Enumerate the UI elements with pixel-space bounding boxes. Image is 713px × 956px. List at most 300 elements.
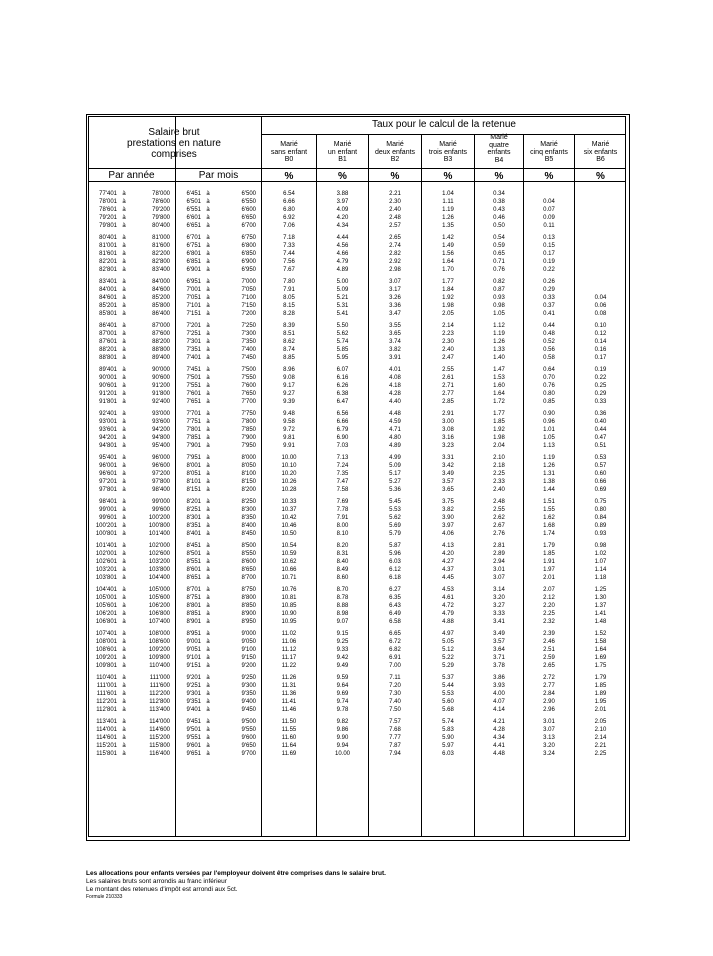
rate-b5-cell: 1.97 — [543, 567, 555, 573]
rate-b4-cell: 2.10 — [493, 455, 505, 461]
rate-b3-cell: 3.23 — [442, 443, 454, 449]
table-row — [86, 258, 626, 266]
month-sep-cell: à — [206, 499, 210, 505]
year-from-cell: 108'001 — [95, 639, 117, 645]
year-from-cell: 96'001 — [99, 463, 117, 469]
year-from-cell: 88'801 — [99, 355, 117, 361]
rate-b3-cell: 1.04 — [442, 191, 454, 197]
rate-b4-cell: 0.59 — [493, 243, 505, 249]
year-sep-cell: à — [122, 399, 126, 405]
rate-b3-cell: 2.14 — [442, 323, 454, 329]
month-from-cell: 7'651 — [186, 399, 201, 405]
rate-b6-cell: 1.37 — [594, 603, 607, 609]
rate-b1-cell: 8.31 — [336, 551, 349, 557]
rate-b4-cell: 1.05 — [493, 311, 505, 317]
month-from-cell: 6'451 — [186, 191, 201, 197]
table-row — [86, 462, 626, 470]
rate-b5-cell: 2.77 — [543, 683, 555, 689]
year-to-cell: 104'400 — [148, 575, 170, 581]
rate-b5-cell: 2.32 — [543, 619, 555, 625]
rate-b1-cell: 9.82 — [336, 719, 349, 725]
rate-b6-cell: 2.25 — [594, 751, 607, 757]
year-to-cell: 116'400 — [149, 751, 170, 757]
month-sep-cell: à — [206, 215, 210, 221]
rate-b0-cell: 7.33 — [283, 243, 295, 249]
table-row — [86, 346, 626, 354]
month-from-cell: 9'601 — [186, 743, 201, 749]
year-from-cell: 91'801 — [99, 399, 117, 405]
month-from-cell: 8'501 — [186, 551, 201, 557]
rate-b3-cell: 2.30 — [442, 339, 454, 345]
rate-b5-cell: 2.12 — [543, 595, 555, 601]
year-sep-cell: à — [122, 719, 126, 725]
month-to-cell: 7'900 — [241, 435, 256, 441]
rate-b3-cell: 2.77 — [442, 391, 454, 397]
rate-b4-cell: 0.76 — [493, 267, 505, 273]
per-month-header: Par mois — [198, 170, 239, 181]
rate-b3-cell: 4.20 — [442, 551, 454, 557]
year-to-cell: 90'000 — [152, 367, 170, 373]
month-to-cell: 8'900 — [241, 611, 256, 617]
year-to-cell: 93'000 — [152, 411, 170, 417]
year-sep-cell: à — [122, 463, 126, 469]
rate-b4-cell: 4.41 — [493, 743, 505, 749]
rate-b0-cell: 10.00 — [281, 455, 297, 461]
rate-b5-cell: 0.90 — [543, 411, 555, 417]
year-sep-cell: à — [122, 543, 126, 549]
rate-b2-cell: 6.12 — [389, 567, 401, 573]
rate-b0-cell: 8.39 — [283, 323, 295, 329]
month-sep-cell: à — [206, 235, 210, 241]
year-sep-cell: à — [122, 331, 126, 337]
month-sep-cell: à — [206, 743, 210, 749]
month-from-cell: 9'051 — [186, 647, 201, 653]
table-row — [86, 630, 626, 638]
table-row — [86, 434, 626, 442]
rate-b2-cell: 2.21 — [389, 191, 401, 197]
rate-b1-cell: 9.59 — [336, 675, 349, 681]
rate-b6-cell: 1.14 — [594, 567, 607, 573]
year-to-cell: 88'800 — [152, 347, 170, 353]
year-sep-cell: à — [122, 295, 126, 301]
month-to-cell: 8'550 — [241, 551, 256, 557]
year-from-cell: 87'601 — [99, 339, 117, 345]
rate-b5-cell: 0.56 — [543, 347, 555, 353]
rate-b1-cell: 9.74 — [336, 699, 349, 705]
month-sep-cell: à — [206, 479, 210, 485]
year-sep-cell: à — [122, 411, 126, 417]
month-from-cell: 7'501 — [186, 375, 201, 381]
rate-b4-cell: 0.87 — [493, 287, 505, 293]
rate-b1-cell: 9.15 — [336, 631, 349, 637]
month-sep-cell: à — [206, 487, 210, 493]
rate-b2-cell: 6.03 — [389, 559, 401, 565]
table-row — [86, 206, 626, 214]
rate-b4-cell: 1.19 — [493, 331, 505, 337]
year-from-cell: 105'601 — [95, 603, 117, 609]
year-from-cell: 85'201 — [99, 303, 117, 309]
rate-b4-cell: 2.81 — [493, 543, 505, 549]
rate-b2-cell: 7.77 — [389, 735, 401, 741]
month-from-cell: 8'351 — [186, 523, 201, 529]
rate-b4-cell: 2.40 — [493, 487, 505, 493]
rate-b4-cell: 2.76 — [493, 531, 505, 537]
year-sep-cell: à — [122, 367, 126, 373]
unit-b2: % — [390, 171, 400, 182]
rate-b4-cell: 3.64 — [493, 647, 505, 653]
note-rounding-salary: Les salaires bruts sont arrondis au franc inférieur — [86, 878, 227, 885]
rate-b6-cell: 1.25 — [594, 587, 607, 593]
rate-b3-cell: 5.83 — [442, 727, 454, 733]
month-to-cell: 8'400 — [241, 523, 256, 529]
rate-b0-cell: 8.28 — [283, 311, 295, 317]
rate-b0-cell: 9.58 — [283, 419, 295, 425]
table-row — [86, 250, 626, 258]
month-from-cell: 7'351 — [186, 347, 201, 353]
rate-b3-cell: 2.23 — [442, 331, 454, 337]
year-to-cell: 115'800 — [149, 743, 170, 749]
month-to-cell: 9'250 — [241, 675, 256, 681]
year-sep-cell: à — [122, 391, 126, 397]
rate-b4-cell: 0.71 — [493, 259, 505, 265]
rate-b1-cell: 7.35 — [336, 471, 349, 477]
rate-b4-cell: 1.92 — [493, 427, 505, 433]
rate-b4-cell: 2.48 — [493, 499, 505, 505]
rate-b1-cell: 4.66 — [336, 251, 349, 257]
table-row — [86, 734, 626, 742]
month-to-cell: 7'100 — [241, 295, 256, 301]
year-from-cell: 84'601 — [99, 295, 117, 301]
table-row — [86, 726, 626, 734]
month-to-cell: 6'750 — [241, 235, 256, 241]
rate-b3-cell: 2.47 — [442, 355, 454, 361]
month-to-cell: 8'000 — [241, 455, 256, 461]
month-to-cell: 8'200 — [241, 487, 256, 493]
rate-b0-cell: 10.33 — [281, 499, 297, 505]
year-from-cell: 79'201 — [99, 215, 117, 221]
month-sep-cell: à — [206, 331, 210, 337]
month-to-cell: 7'600 — [241, 383, 256, 389]
year-to-cell: 101'400 — [148, 531, 170, 537]
table-row — [86, 198, 626, 206]
table-row — [86, 662, 626, 670]
rate-b2-cell: 6.18 — [389, 575, 401, 581]
month-to-cell: 6'950 — [241, 267, 256, 273]
year-to-cell: 112'800 — [149, 699, 170, 705]
rate-b3-cell: 3.75 — [442, 499, 454, 505]
rate-b2-cell: 2.48 — [389, 215, 401, 221]
note-rounding-tax: Le montant des retenues d'impôt est arrondi aux 5ct. — [86, 886, 238, 893]
rate-b5-cell: 0.70 — [543, 375, 555, 381]
year-sep-cell: à — [122, 311, 126, 317]
rate-b1-cell: 5.00 — [336, 279, 349, 285]
month-sep-cell: à — [206, 311, 210, 317]
rate-b0-cell: 7.18 — [283, 235, 295, 241]
month-to-cell: 7'950 — [241, 443, 256, 449]
rate-b4-cell: 1.98 — [493, 435, 505, 441]
rate-b3-cell: 1.42 — [442, 235, 454, 241]
rate-b0-cell: 7.44 — [283, 251, 295, 257]
rate-b6-cell: 1.64 — [594, 647, 607, 653]
unit-b4: % — [494, 171, 504, 182]
year-from-cell: 83'401 — [99, 279, 117, 285]
month-sep-cell: à — [206, 551, 210, 557]
month-sep-cell: à — [206, 707, 210, 713]
year-to-cell: 96'000 — [152, 455, 170, 461]
year-to-cell: 87'600 — [152, 331, 170, 337]
rate-b0-cell: 11.55 — [281, 727, 297, 733]
month-to-cell: 8'350 — [241, 515, 256, 521]
table-row — [86, 418, 626, 426]
rate-b6-cell: 1.69 — [594, 655, 607, 661]
year-sep-cell: à — [122, 691, 126, 697]
table-row — [86, 690, 626, 698]
year-from-cell: 81'001 — [99, 243, 117, 249]
rate-b0-cell: 9.91 — [283, 443, 295, 449]
rate-b1-cell: 8.10 — [336, 531, 349, 537]
rate-b0-cell: 10.50 — [281, 531, 297, 537]
year-sep-cell: à — [122, 603, 126, 609]
year-from-cell: 85'801 — [99, 311, 117, 317]
rate-b4-cell: 3.49 — [493, 631, 505, 637]
rate-b3-cell: 2.05 — [442, 311, 454, 317]
month-sep-cell: à — [206, 287, 210, 293]
year-to-cell: 85'800 — [152, 303, 170, 309]
rate-b5-cell: 1.13 — [543, 443, 555, 449]
rate-b4-cell: 1.64 — [493, 391, 505, 397]
table-row — [86, 390, 626, 398]
month-to-cell: 7'000 — [241, 279, 256, 285]
rate-b1-cell: 7.58 — [336, 487, 349, 493]
rate-b4-cell: 0.34 — [493, 191, 505, 197]
rate-b2-cell: 2.74 — [389, 243, 401, 249]
year-from-cell: 113'401 — [96, 719, 117, 725]
rate-b0-cell: 9.17 — [283, 383, 295, 389]
rate-b1-cell: 4.20 — [336, 215, 349, 221]
month-to-cell: 9'100 — [241, 647, 256, 653]
rate-b2-cell: 3.47 — [389, 311, 401, 317]
month-to-cell: 7'650 — [241, 391, 256, 397]
month-to-cell: 6'600 — [241, 207, 256, 213]
rate-b4-cell: 2.25 — [493, 471, 505, 477]
year-to-cell: 86'400 — [152, 311, 170, 317]
year-sep-cell: à — [122, 647, 126, 653]
rate-b4-cell: 2.94 — [493, 559, 505, 565]
year-from-cell: 78'001 — [99, 199, 117, 205]
rate-b0-cell: 10.42 — [281, 515, 297, 521]
rate-b4-cell: 2.33 — [493, 479, 505, 485]
year-sep-cell: à — [122, 655, 126, 661]
col-header-b0: Marié sans enfant B0 — [270, 141, 308, 163]
rate-b1-cell: 7.03 — [336, 443, 349, 449]
rate-b5-cell: 2.46 — [543, 639, 555, 645]
table-row — [86, 594, 626, 602]
rate-b2-cell: 5.62 — [389, 515, 401, 521]
month-from-cell: 8'551 — [186, 559, 201, 565]
month-to-cell: 7'450 — [241, 355, 256, 361]
year-sep-cell: à — [122, 199, 126, 205]
year-sep-cell: à — [122, 515, 126, 521]
month-to-cell: 9'550 — [241, 727, 256, 733]
year-from-cell: 78'601 — [99, 207, 117, 213]
month-sep-cell: à — [206, 367, 210, 373]
rate-b4-cell: 2.62 — [493, 515, 505, 521]
rate-b4-cell: 1.60 — [493, 383, 505, 389]
rate-b4-cell: 3.01 — [493, 567, 505, 573]
rate-b0-cell: 9.08 — [283, 375, 295, 381]
rate-b0-cell: 11.22 — [281, 663, 297, 669]
year-to-cell: 105'600 — [148, 595, 170, 601]
year-from-cell: 115'801 — [96, 751, 117, 757]
month-from-cell: 7'551 — [186, 383, 201, 389]
rate-b5-cell: 1.51 — [543, 499, 555, 505]
table-row — [86, 602, 626, 610]
rate-b0-cell: 11.64 — [281, 743, 297, 749]
year-sep-cell: à — [122, 595, 126, 601]
rate-b6-cell: 0.75 — [594, 499, 607, 505]
rate-b4-cell: 0.98 — [493, 303, 505, 309]
year-sep-cell: à — [122, 207, 126, 213]
year-sep-cell: à — [122, 443, 126, 449]
rate-b2-cell: 2.98 — [389, 267, 401, 273]
rate-b3-cell: 3.57 — [442, 479, 454, 485]
year-from-cell: 114'601 — [96, 735, 117, 741]
rate-b4-cell: 1.33 — [493, 347, 505, 353]
month-from-cell: 7'151 — [186, 311, 201, 317]
rate-b0-cell: 11.26 — [281, 675, 297, 681]
rate-b3-cell: 3.97 — [442, 523, 454, 529]
rate-b0-cell: 10.81 — [281, 595, 297, 601]
year-from-cell: 112'801 — [96, 707, 117, 713]
year-to-cell: 85'200 — [152, 295, 170, 301]
month-from-cell: 8'651 — [186, 575, 201, 581]
rate-b0-cell: 11.60 — [281, 735, 297, 741]
per-year-header: Par année — [108, 170, 155, 181]
month-sep-cell: à — [206, 223, 210, 229]
year-from-cell: 97'201 — [99, 479, 117, 485]
year-sep-cell: à — [122, 191, 126, 197]
month-to-cell: 7'200 — [241, 311, 256, 317]
table-row — [86, 382, 626, 390]
rate-b2-cell: 2.40 — [389, 207, 401, 213]
rate-b3-cell: 4.37 — [442, 567, 454, 573]
rate-b1-cell: 9.69 — [336, 691, 349, 697]
year-to-cell: 109'800 — [148, 655, 170, 661]
month-sep-cell: à — [206, 303, 210, 309]
month-sep-cell: à — [206, 575, 210, 581]
rate-b6-cell: 0.06 — [594, 303, 607, 309]
rate-b6-cell: 1.52 — [594, 631, 607, 637]
year-from-cell: 93'001 — [99, 419, 117, 425]
rate-b6-cell: 0.53 — [594, 455, 607, 461]
rate-b3-cell: 1.77 — [442, 279, 454, 285]
month-sep-cell: à — [206, 611, 210, 617]
rate-b0-cell: 11.41 — [281, 699, 297, 705]
rate-b0-cell: 10.37 — [281, 507, 297, 513]
unit-b3: % — [443, 171, 453, 182]
rate-b2-cell: 4.08 — [389, 375, 401, 381]
rate-b3-cell: 5.12 — [442, 647, 454, 653]
rate-b1-cell: 6.79 — [336, 427, 349, 433]
rate-b6-cell: 1.79 — [594, 675, 607, 681]
rate-b4-cell: 1.12 — [493, 323, 505, 329]
rate-b1-cell: 3.88 — [336, 191, 349, 197]
rate-b5-cell: 0.13 — [543, 235, 555, 241]
col-header-b6: Marié six enfants B6 — [583, 141, 618, 163]
month-from-cell: 9'151 — [186, 663, 201, 669]
year-from-cell: 100'801 — [95, 531, 117, 537]
year-from-cell: 80'401 — [99, 235, 117, 241]
rate-b5-cell: 1.38 — [543, 479, 555, 485]
year-sep-cell: à — [122, 735, 126, 741]
month-from-cell: 7'401 — [186, 355, 201, 361]
rate-b1-cell: 9.42 — [336, 655, 349, 661]
rate-b1-cell: 5.50 — [336, 323, 349, 329]
month-to-cell: 7'350 — [241, 339, 256, 345]
year-to-cell: 92'400 — [152, 399, 170, 405]
month-to-cell: 7'150 — [241, 303, 256, 309]
col-header-b2: Marié deux enfants B2 — [374, 141, 416, 163]
year-sep-cell: à — [122, 235, 126, 241]
rate-b6-cell: 1.48 — [594, 619, 607, 625]
rate-b5-cell: 0.07 — [543, 207, 555, 213]
rate-b6-cell: 1.85 — [594, 683, 607, 689]
rate-b5-cell: 1.44 — [543, 487, 555, 493]
rate-b3-cell: 2.85 — [442, 399, 454, 405]
month-from-cell: 8'951 — [186, 631, 201, 637]
table-row — [86, 646, 626, 654]
rate-b2-cell: 3.55 — [389, 323, 401, 329]
year-to-cell: 106'800 — [148, 611, 170, 617]
rate-b1-cell: 8.78 — [336, 595, 349, 601]
rate-b5-cell: 1.74 — [543, 531, 555, 537]
month-sep-cell: à — [206, 587, 210, 593]
month-to-cell: 9'050 — [241, 639, 256, 645]
table-row — [86, 718, 626, 726]
rate-b4-cell: 2.55 — [493, 507, 505, 513]
month-to-cell: 9'500 — [241, 719, 256, 725]
table-row — [86, 302, 626, 310]
rate-b6-cell: 2.21 — [594, 743, 607, 749]
rate-b0-cell: 8.85 — [283, 355, 295, 361]
year-from-cell: 103'201 — [95, 567, 117, 573]
rate-b6-cell: 2.05 — [594, 719, 607, 725]
rate-b4-cell: 1.26 — [493, 339, 505, 345]
rate-b4-cell: 3.93 — [493, 683, 505, 689]
table-row — [86, 266, 626, 274]
month-from-cell: 6'651 — [186, 223, 201, 229]
month-to-cell: 8'950 — [241, 619, 256, 625]
rate-b5-cell: 3.07 — [543, 727, 555, 733]
month-from-cell: 9'101 — [186, 655, 201, 661]
rate-b1-cell: 6.47 — [336, 399, 349, 405]
year-to-cell: 84'600 — [152, 287, 170, 293]
rate-b1-cell: 9.94 — [336, 743, 349, 749]
rate-b5-cell: 2.90 — [543, 699, 555, 705]
year-from-cell: 88'201 — [99, 347, 117, 353]
rate-b6-cell: 0.33 — [594, 399, 607, 405]
rate-b5-cell: 0.22 — [543, 267, 555, 273]
month-to-cell: 7'300 — [241, 331, 256, 337]
table-row — [86, 682, 626, 690]
rate-b2-cell: 7.00 — [389, 663, 401, 669]
rate-b0-cell: 7.56 — [283, 259, 295, 265]
rate-b3-cell: 1.19 — [442, 207, 454, 213]
year-from-cell: 97'801 — [99, 487, 117, 493]
rate-b3-cell: 3.08 — [442, 427, 454, 433]
rate-b1-cell: 8.40 — [336, 559, 349, 565]
rate-b4-cell: 3.57 — [493, 639, 505, 645]
